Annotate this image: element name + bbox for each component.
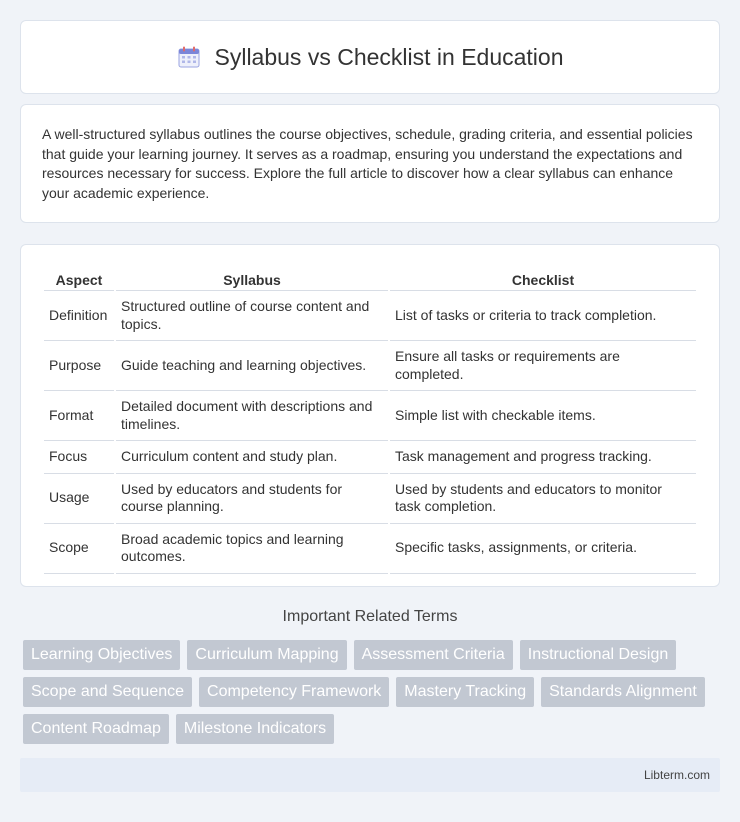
cell-syllabus: Guide teaching and learning objectives.	[116, 341, 388, 391]
tag-competency-framework[interactable]: Competency Framework	[199, 677, 389, 707]
table-row	[44, 474, 696, 524]
intro-card	[20, 104, 720, 223]
table-row	[44, 391, 696, 441]
tag-milestone-indicators[interactable]: Milestone Indicators	[176, 714, 334, 744]
cell-checklist: Task management and progress tracking.	[390, 441, 696, 474]
table-row	[44, 291, 696, 341]
footer	[20, 758, 720, 792]
comparison-table	[42, 265, 698, 574]
cell-syllabus: Used by educators and students for course planning.	[116, 474, 388, 524]
intro-text: A well-structured syllabus outlines the course objectives, schedule, grading criteria, and essential policies that guide your learning journey. It serves as a roadmap, ensuring you understand the expectations and resources necessary for success. Explore the full article to discover how a clear syllabus can enhance your academic experience.	[42, 126, 693, 201]
cell-syllabus: Broad academic topics and learning outcomes.	[116, 524, 388, 574]
header-syllabus: Syllabus	[116, 265, 388, 291]
cell-aspect: Usage	[44, 474, 114, 524]
page-title: Syllabus vs Checklist in Education	[214, 43, 564, 70]
header-card	[20, 20, 720, 94]
cell-checklist: Specific tasks, assignments, or criteria.	[390, 524, 696, 574]
cell-aspect: Format	[44, 391, 114, 441]
tag-scope-and-sequence[interactable]: Scope and Sequence	[23, 677, 192, 707]
tag-standards-alignment[interactable]: Standards Alignment	[541, 677, 705, 707]
table-row	[44, 341, 696, 391]
cell-checklist: Ensure all tasks or requirements are completed.	[390, 341, 696, 391]
related-terms-title: Important Related Terms	[282, 608, 458, 625]
tag-assessment-criteria[interactable]: Assessment Criteria	[354, 640, 513, 670]
cell-syllabus: Detailed document with descriptions and timelines.	[116, 391, 388, 441]
tag-learning-objectives[interactable]: Learning Objectives	[23, 640, 180, 670]
cell-syllabus: Curriculum content and study plan.	[116, 441, 388, 474]
related-terms-tags	[23, 640, 723, 744]
cell-checklist: Used by students and educators to monitor task completion.	[390, 474, 696, 524]
cell-aspect: Focus	[44, 441, 114, 474]
table-row	[44, 441, 696, 474]
footer-link[interactable]: Libterm.com	[643, 768, 710, 782]
header-checklist: Checklist	[390, 265, 696, 291]
header-aspect: Aspect	[44, 265, 114, 291]
table-row	[44, 524, 696, 574]
cell-aspect: Definition	[44, 291, 114, 341]
cell-syllabus: Structured outline of course content and topics.	[116, 291, 388, 341]
calendar-icon	[177, 45, 201, 69]
tag-mastery-tracking[interactable]: Mastery Tracking	[396, 677, 534, 707]
tag-content-roadmap[interactable]: Content Roadmap	[23, 714, 169, 744]
cell-aspect: Scope	[44, 524, 114, 574]
cell-checklist: Simple list with checkable items.	[390, 391, 696, 441]
cell-checklist: List of tasks or criteria to track completion.	[390, 291, 696, 341]
cell-aspect: Purpose	[44, 341, 114, 391]
tag-curriculum-mapping[interactable]: Curriculum Mapping	[187, 640, 346, 670]
tag-instructional-design[interactable]: Instructional Design	[520, 640, 677, 670]
table-header-row	[44, 265, 696, 291]
comparison-card	[20, 244, 720, 587]
